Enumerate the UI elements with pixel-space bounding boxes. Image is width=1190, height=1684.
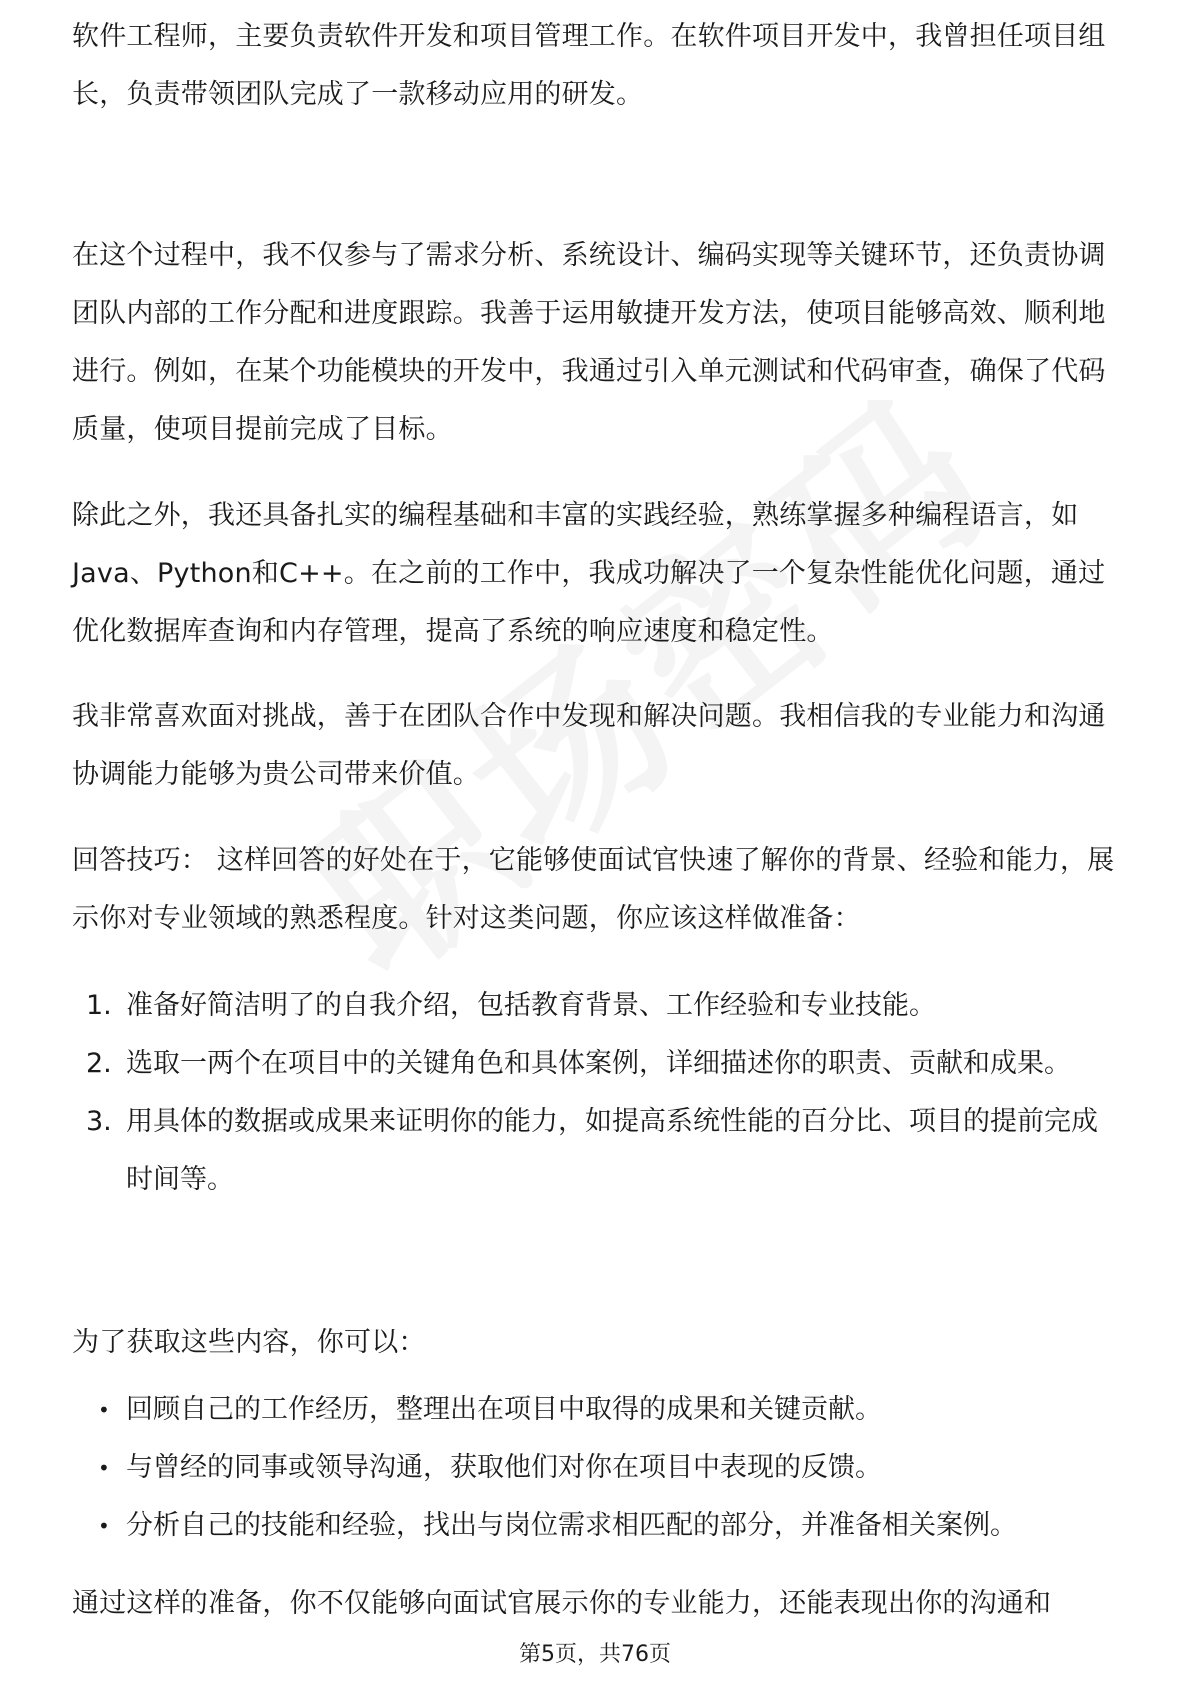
list-item <box>72 1439 1120 1497</box>
paragraph-intro: 软件工程师，主要负责软件开发和项目管理工作。在软件项目开发中，我曾担任项目组长，负责带领团队完成了一款移动应用的研发。 <box>72 21 1106 110</box>
list-number: 3. <box>86 1106 112 1137</box>
list-number: 2. <box>86 1048 112 1079</box>
bullet-list <box>72 1381 1120 1555</box>
paragraph-howto: 为了获取这些内容，你可以： <box>72 1327 426 1358</box>
bullet-icon: • <box>98 1398 110 1422</box>
ordered-list <box>72 977 1120 1209</box>
list-item <box>72 1093 1120 1209</box>
bullet-icon: • <box>98 1456 110 1480</box>
list-item-text: 分析自己的技能和经验，找出与岗位需求相匹配的部分，并准备相关案例。 <box>126 1510 1017 1541</box>
list-item <box>72 1035 1120 1093</box>
list-item <box>72 977 1120 1035</box>
paragraph-skills: 除此之外，我还具备扎实的编程基础和丰富的实践经验，熟练掌握多种编程语言，如Java、Python和C++。在之前的工作中，我成功解决了一个复杂性能优化问题，通过优化数据库查询和内存管理，提高了系统的响应速度和稳定性。 <box>72 500 1106 647</box>
list-item-text: 回顾自己的工作经历，整理出在项目中取得的成果和关键贡献。 <box>126 1394 882 1425</box>
paragraph-tips: 回答技巧： 这样回答的好处在于，它能够使面试官快速了解你的背景、经验和能力，展示你对专业领域的熟悉程度。针对这类问题，你应该这样做准备： <box>72 845 1115 934</box>
paragraph-conclusion: 通过这样的准备，你不仅能够向面试官展示你的专业能力，还能表现出你的沟通和 <box>72 1588 1052 1619</box>
list-item-text: 选取一两个在项目中的关键角色和具体案例，详细描述你的职责、贡献和成果。 <box>126 1048 1071 1079</box>
list-item-text: 与曾经的同事或领导沟通，获取他们对你在项目中表现的反馈。 <box>126 1452 882 1483</box>
list-item-text: 用具体的数据或成果来证明你的能力，如提高系统性能的百分比、项目的提前完成时间等。 <box>126 1106 1098 1195</box>
list-item <box>72 1497 1120 1555</box>
paragraph-closing: 我非常喜欢面对挑战，善于在团队合作中发现和解决问题。我相信我的专业能力和沟通协调能力能够为贵公司带来价值。 <box>72 701 1106 790</box>
list-number: 1. <box>86 990 112 1021</box>
list-item-text: 准备好简洁明了的自我介绍，包括教育背景、工作经验和专业技能。 <box>126 990 936 1021</box>
paragraph-process: 在这个过程中，我不仅参与了需求分析、系统设计、编码实现等关键环节，还负责协调团队内部的工作分配和进度跟踪。我善于运用敏捷开发方法，使项目能够高效、顺利地进行。例如，在某个功能模块的开发中，我通过引入单元测试和代码审查，确保了代码质量，使项目提前完成了目标。 <box>72 240 1106 445</box>
bullet-icon: • <box>98 1514 110 1538</box>
page-number: 第5页，共76页 <box>519 1642 671 1667</box>
list-item <box>72 1381 1120 1439</box>
